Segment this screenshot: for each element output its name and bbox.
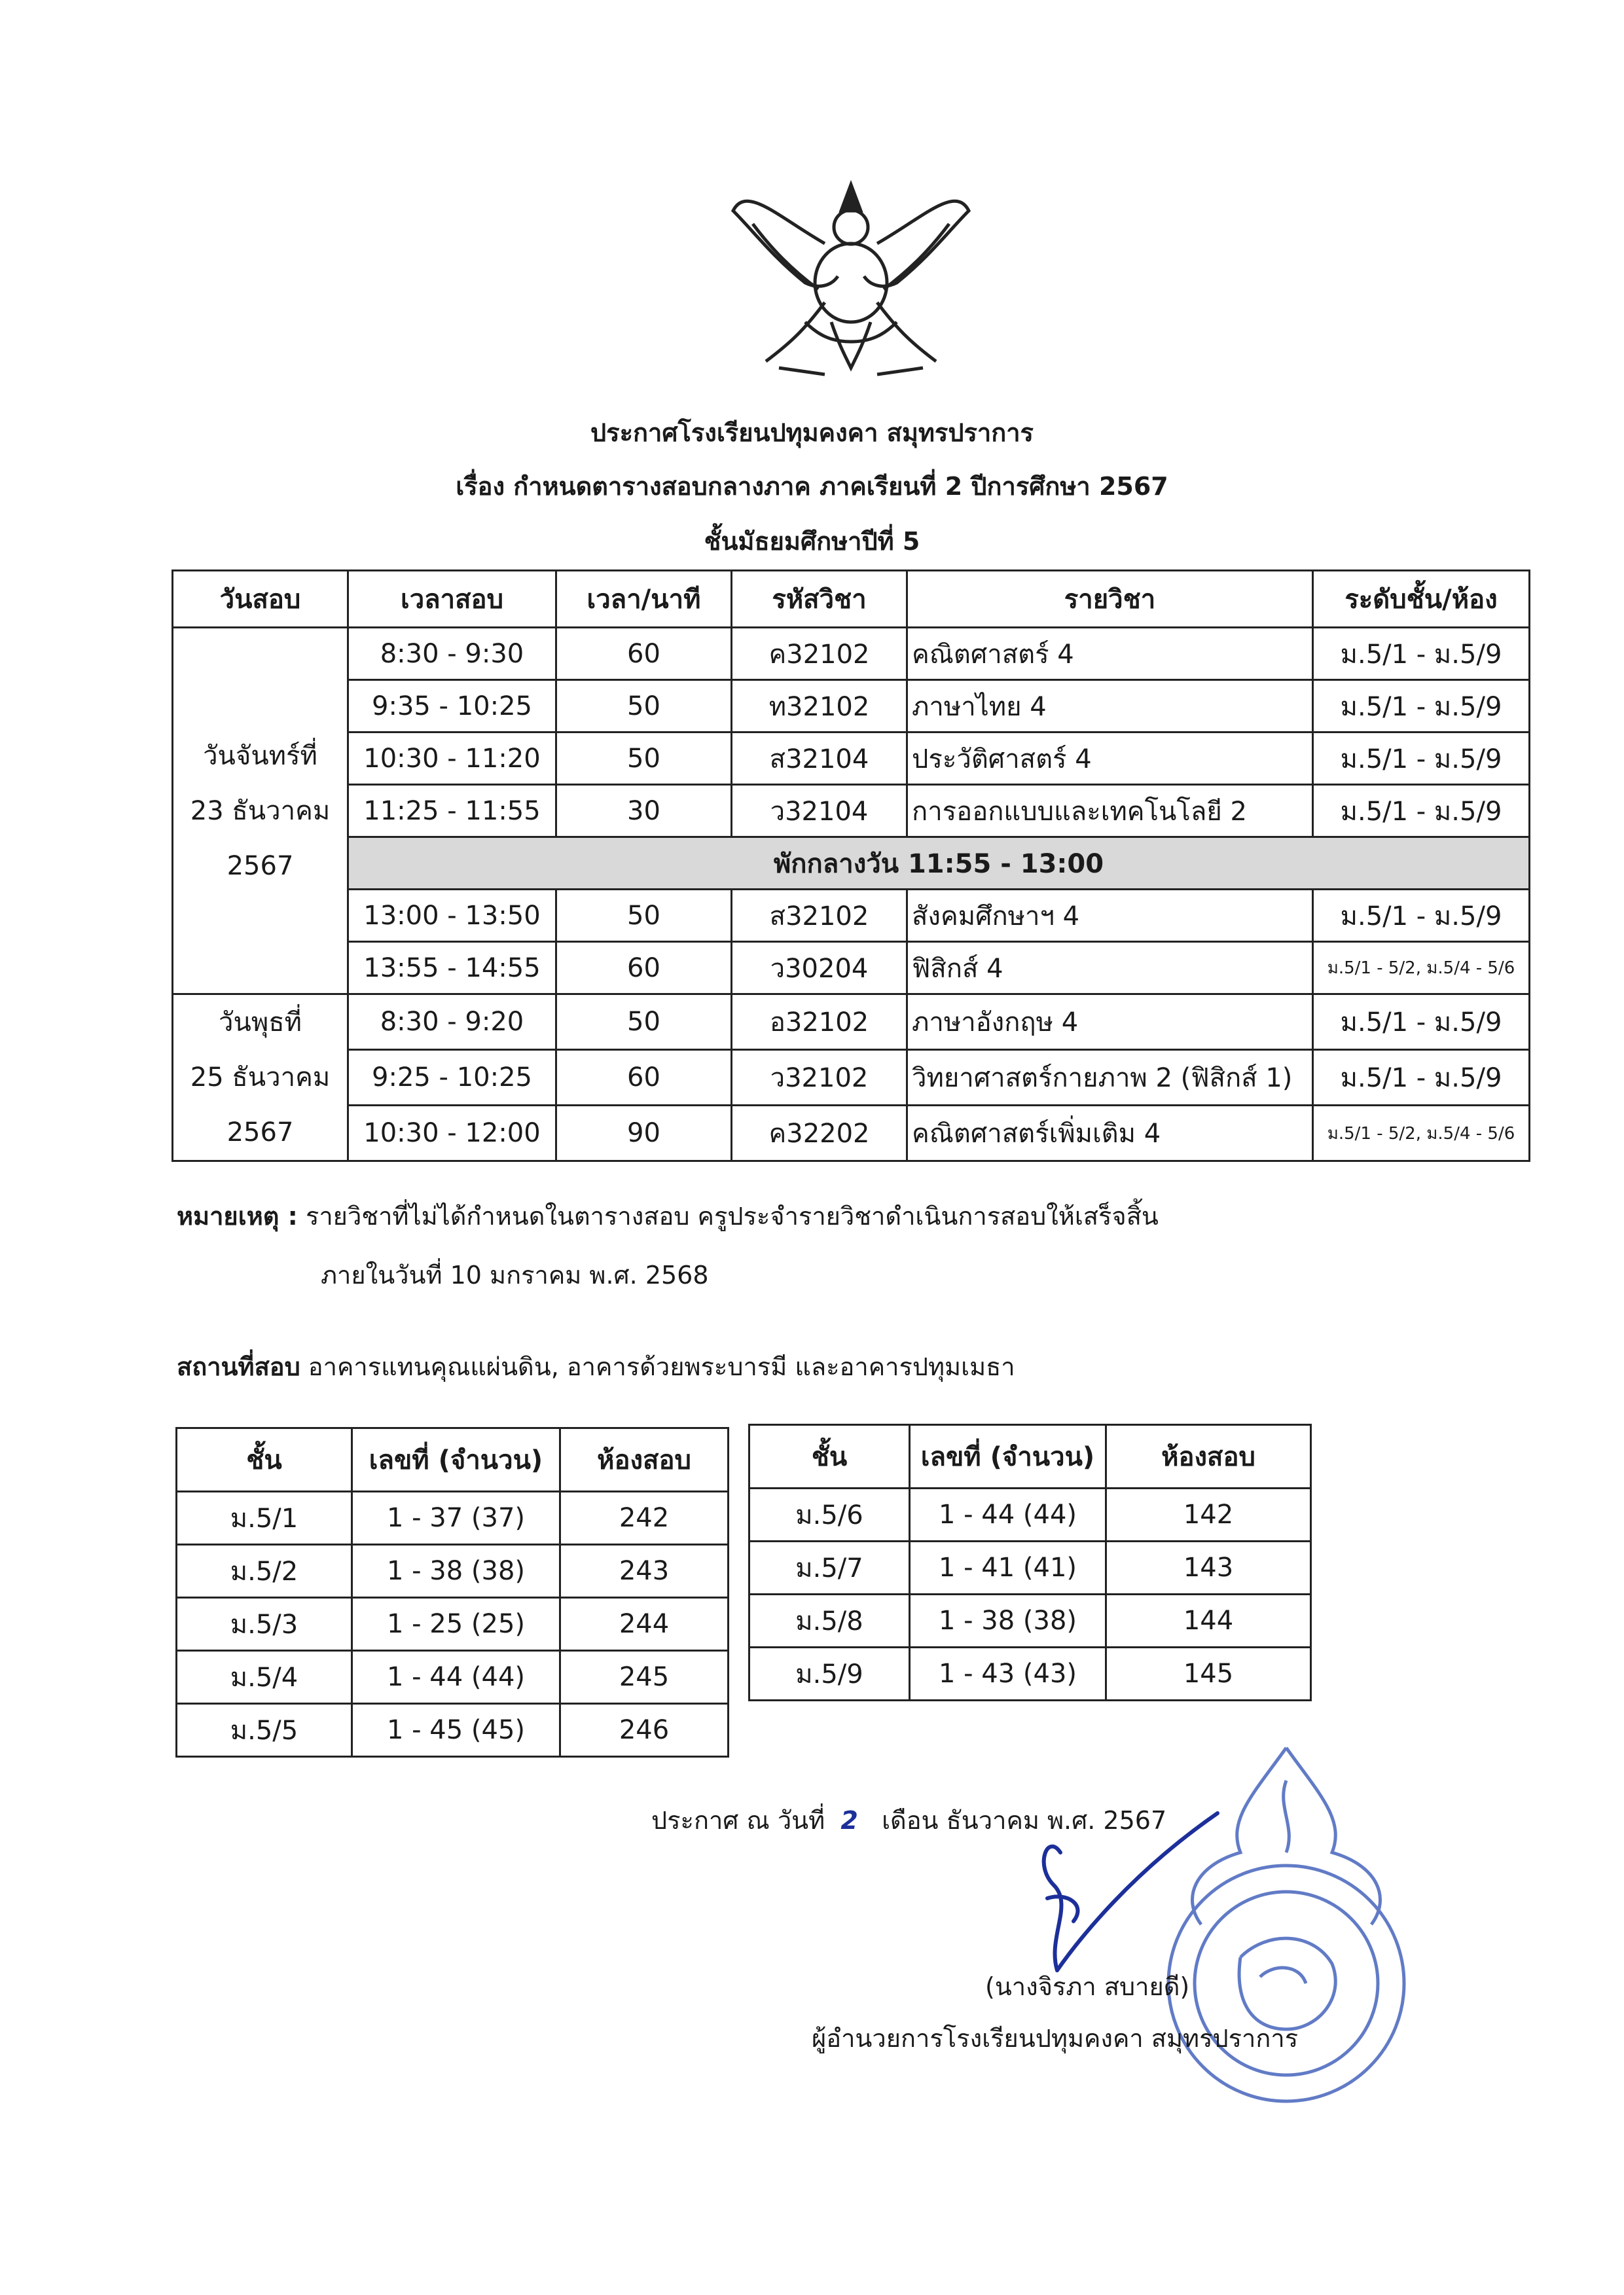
subject-code: ค32102	[732, 628, 907, 680]
table-row	[173, 680, 1530, 732]
exam-time: 13:55 - 14:55	[348, 942, 556, 994]
day-label: วันพุธที่	[219, 1007, 302, 1038]
subject-code: ท32102	[732, 680, 907, 732]
col-header: เลขที่ (จำนวน)	[352, 1428, 560, 1492]
class-range: ม.5/1 - ม.5/9	[1313, 732, 1530, 785]
subject-name: ประวัติศาสตร์ 4	[907, 732, 1313, 785]
exam-minutes: 50	[556, 994, 732, 1050]
exam-minutes: 50	[556, 732, 732, 785]
exam-time: 11:25 - 11:55	[348, 785, 556, 837]
exam-day-1	[173, 628, 348, 994]
number-cell: 1 - 45 (45)	[352, 1704, 560, 1757]
table-row	[177, 1545, 729, 1598]
exam-minutes: 30	[556, 785, 732, 837]
number-cell: 1 - 37 (37)	[352, 1492, 560, 1545]
exam-minutes: 50	[556, 890, 732, 942]
note-text: รายวิชาที่ไม่ได้กำหนดในตารางสอบ ครูประจำรายวิชาดำเนินการสอบให้เสร็จสิ้น	[305, 1202, 1159, 1231]
col-header: รหัสวิชา	[732, 571, 907, 628]
exam-minutes: 50	[556, 680, 732, 732]
table-row	[177, 1704, 729, 1757]
table-row	[177, 1492, 729, 1545]
note-line-2: ภายในวันที่ 10 มกราคม พ.ศ. 2568	[321, 1261, 709, 1290]
exam-schedule-table	[171, 569, 1530, 1162]
room-table-left	[175, 1427, 729, 1758]
subject-name: การออกแบบและเทคโนโลยี 2	[907, 785, 1313, 837]
col-header: รายวิชา	[907, 571, 1313, 628]
subject-name: สังคมศึกษาฯ 4	[907, 890, 1313, 942]
room-cell: 246	[560, 1704, 729, 1757]
garuda-emblem	[727, 172, 975, 394]
col-header: ชั้น	[749, 1425, 910, 1489]
announcement-subject: เรื่อง กำหนดตารางสอบกลางภาค ภาคเรียนที่ 2 ปีการศึกษา 2567	[456, 472, 1168, 501]
subject-name: คณิตศาสตร์ 4	[907, 628, 1313, 680]
room-cell: 142	[1106, 1489, 1311, 1542]
class-cell: ม.5/9	[749, 1648, 910, 1701]
class-cell: ม.5/4	[177, 1651, 352, 1704]
subject-name: ฟิสิกส์ 4	[907, 942, 1313, 994]
number-cell: 1 - 25 (25)	[352, 1598, 560, 1651]
number-cell: 1 - 44 (44)	[910, 1489, 1106, 1542]
table-row	[173, 1106, 1530, 1161]
table-row	[749, 1489, 1311, 1542]
class-cell: ม.5/3	[177, 1598, 352, 1651]
subject-code: ส32104	[732, 732, 907, 785]
table-row	[173, 732, 1530, 785]
table-header-row	[749, 1425, 1311, 1489]
class-cell: ม.5/5	[177, 1704, 352, 1757]
class-range: ม.5/1 - ม.5/9	[1313, 890, 1530, 942]
room-cell: 143	[1106, 1542, 1311, 1595]
number-cell: 1 - 41 (41)	[910, 1542, 1106, 1595]
note-line-1	[177, 1199, 1159, 1233]
venue-line	[177, 1350, 1015, 1384]
handwritten-signature	[1021, 1807, 1244, 1990]
table-row	[749, 1648, 1311, 1701]
subject-name: วิทยาศาสตร์กายภาพ 2 (ฟิสิกส์ 1)	[907, 1050, 1313, 1106]
exam-time: 9:35 - 10:25	[348, 680, 556, 732]
number-cell: 1 - 43 (43)	[910, 1648, 1106, 1701]
signer-position: ผู้อำนวยการโรงเรียนปทุมคงคา สมุทรปราการ	[812, 2024, 1299, 2053]
room-cell: 243	[560, 1545, 729, 1598]
number-cell: 1 - 38 (38)	[910, 1595, 1106, 1648]
table-row	[177, 1651, 729, 1704]
class-cell: ม.5/6	[749, 1489, 910, 1542]
grade-level: ชั้นมัธยมศึกษาปีที่ 5	[704, 527, 920, 556]
exam-time: 8:30 - 9:20	[348, 994, 556, 1050]
table-row	[173, 785, 1530, 837]
subject-code: ส32102	[732, 890, 907, 942]
col-header: เวลา/นาที	[556, 571, 732, 628]
room-cell: 144	[1106, 1595, 1311, 1648]
day-date: 25 ธันวาคม	[190, 1062, 331, 1093]
announcement-title: ประกาศโรงเรียนปทุมคงคา สมุทรปราการ	[590, 418, 1034, 447]
lunch-break: พักกลางวัน 11:55 - 13:00	[348, 837, 1530, 890]
class-range: ม.5/1 - ม.5/9	[1313, 680, 1530, 732]
exam-minutes: 90	[556, 1106, 732, 1161]
number-cell: 1 - 38 (38)	[352, 1545, 560, 1598]
table-row	[749, 1542, 1311, 1595]
class-cell: ม.5/7	[749, 1542, 910, 1595]
announce-suffix: เดือน ธันวาคม พ.ศ. 2567	[882, 1806, 1167, 1835]
table-row	[173, 1050, 1530, 1106]
exam-time: 10:30 - 11:20	[348, 732, 556, 785]
note-label: หมายเหตุ :	[177, 1202, 298, 1231]
table-row	[173, 942, 1530, 994]
table-row	[177, 1598, 729, 1651]
room-cell: 145	[1106, 1648, 1311, 1701]
table-header-row	[177, 1428, 729, 1492]
subject-code: ว32104	[732, 785, 907, 837]
col-header: ห้องสอบ	[560, 1428, 729, 1492]
class-cell: ม.5/2	[177, 1545, 352, 1598]
col-header: เลขที่ (จำนวน)	[910, 1425, 1106, 1489]
room-table-right	[748, 1424, 1312, 1701]
number-cell: 1 - 44 (44)	[352, 1651, 560, 1704]
signer-name: (นางจิรภา สบายดี)	[985, 1972, 1190, 2001]
subject-name: ภาษาไทย 4	[907, 680, 1313, 732]
room-cell: 242	[560, 1492, 729, 1545]
class-range: ม.5/1 - 5/2, ม.5/4 - 5/6	[1313, 1106, 1530, 1161]
subject-name: ภาษาอังกฤษ 4	[907, 994, 1313, 1050]
col-header: ชั้น	[177, 1428, 352, 1492]
col-header: ระดับชั้น/ห้อง	[1313, 571, 1530, 628]
exam-minutes: 60	[556, 942, 732, 994]
subject-code: ว32102	[732, 1050, 907, 1106]
class-range: ม.5/1 - ม.5/9	[1313, 628, 1530, 680]
col-header: ห้องสอบ	[1106, 1425, 1311, 1489]
day-year: 2567	[226, 1117, 294, 1148]
table-header-row	[173, 571, 1530, 628]
col-header: เวลาสอบ	[348, 571, 556, 628]
col-header: วันสอบ	[173, 571, 348, 628]
subject-code: ว30204	[732, 942, 907, 994]
subject-name: คณิตศาสตร์เพิ่มเติม 4	[907, 1106, 1313, 1161]
class-range: ม.5/1 - 5/2, ม.5/4 - 5/6	[1313, 942, 1530, 994]
venue-text: อาคารแทนคุณแผ่นดิน, อาคารด้วยพระบารมี และอาคารปทุมเมธา	[308, 1352, 1015, 1381]
day-date: 23 ธันวาคม	[190, 795, 331, 826]
announce-prefix: ประกาศ ณ วันที่	[651, 1806, 825, 1835]
class-range: ม.5/1 - ม.5/9	[1313, 785, 1530, 837]
day-label: วันจันทร์ที่	[203, 740, 317, 771]
lunch-break-row	[173, 837, 1530, 890]
exam-day-2	[173, 994, 348, 1161]
exam-time: 10:30 - 12:00	[348, 1106, 556, 1161]
class-cell: ม.5/1	[177, 1492, 352, 1545]
exam-minutes: 60	[556, 628, 732, 680]
table-row	[749, 1595, 1311, 1648]
table-row	[173, 994, 1530, 1050]
exam-time: 8:30 - 9:30	[348, 628, 556, 680]
room-cell: 244	[560, 1598, 729, 1651]
table-row	[173, 628, 1530, 680]
table-row	[173, 890, 1530, 942]
room-cell: 245	[560, 1651, 729, 1704]
day-year: 2567	[226, 850, 294, 881]
subject-code: ค32202	[732, 1106, 907, 1161]
subject-code: อ32102	[732, 994, 907, 1050]
class-range: ม.5/1 - ม.5/9	[1313, 994, 1530, 1050]
venue-label: สถานที่สอบ	[177, 1352, 300, 1381]
exam-minutes: 60	[556, 1050, 732, 1106]
class-range: ม.5/1 - ม.5/9	[1313, 1050, 1530, 1106]
exam-time: 9:25 - 10:25	[348, 1050, 556, 1106]
exam-time: 13:00 - 13:50	[348, 890, 556, 942]
class-cell: ม.5/8	[749, 1595, 910, 1648]
announce-day: 2	[840, 1806, 858, 1835]
